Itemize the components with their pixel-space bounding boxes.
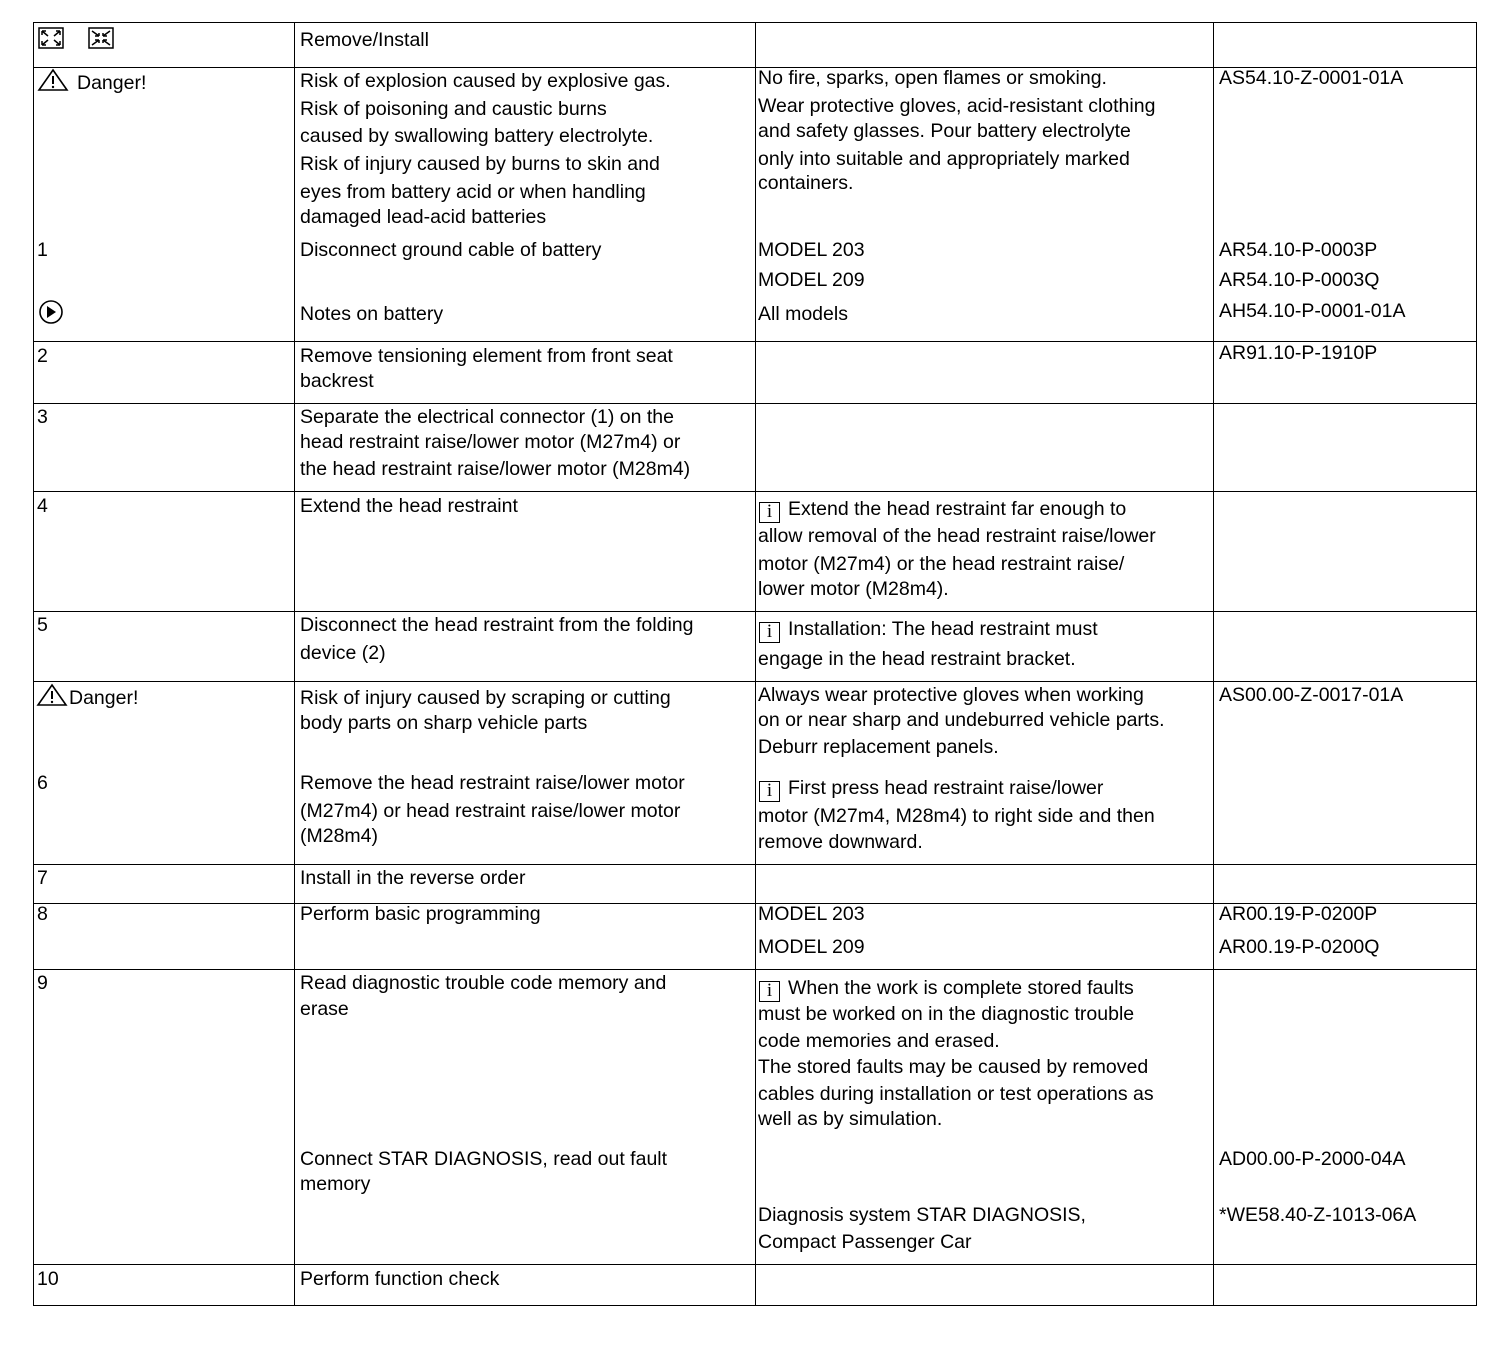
column-divider <box>1213 23 1214 1305</box>
diagnosis-line: Diagnosis system STAR DIAGNOSIS, <box>758 1204 1086 1226</box>
step-text: Perform basic programming <box>300 903 541 925</box>
reference-link[interactable]: AR00.19-P-0200P <box>1219 903 1378 925</box>
danger-risk-line: Risk of explosion caused by explosive gas. <box>300 70 671 92</box>
diagnosis-line: Compact Passenger Car <box>758 1231 972 1253</box>
info-note-line: motor (M27m4, M28m4) to right side and then <box>758 805 1155 827</box>
info-note-line: i First press head restraint raise/lower <box>759 775 1103 802</box>
info-icon: i <box>759 622 780 643</box>
reference-link[interactable]: *WE58.40-Z-1013-06A <box>1219 1204 1417 1226</box>
step-text: Remove the head restraint raise/lower motor <box>300 772 685 794</box>
step-text: Remove tensioning element from front seat <box>300 345 673 367</box>
danger-risk-line: Risk of poisoning and caustic burns <box>300 98 607 120</box>
step-number: 10 <box>37 1268 59 1290</box>
reference-link[interactable]: AR00.19-P-0200Q <box>1219 936 1380 958</box>
step-text: Disconnect ground cable of battery <box>300 239 602 261</box>
danger-risk-line: caused by swallowing battery electrolyte. <box>300 125 654 147</box>
step-number: 2 <box>37 345 48 367</box>
reference-link[interactable]: AH54.10-P-0001-01A <box>1219 300 1406 322</box>
step-text: Disconnect the head restraint from the folding <box>300 614 694 636</box>
step-text: the head restraint raise/lower motor (M28m4) <box>300 458 691 480</box>
warning-triangle-icon <box>37 68 69 92</box>
danger-measure-line: No fire, sparks, open flames or smoking. <box>758 67 1107 89</box>
reference-link[interactable]: AR91.10-P-1910P <box>1219 342 1378 364</box>
info-note-line: cables during installation or test operations as <box>758 1083 1154 1105</box>
step-text: Separate the electrical connector (1) on the <box>300 406 674 428</box>
reference-link[interactable]: AS00.00-Z-0017-01A <box>1219 684 1404 706</box>
danger-measure-line: and safety glasses. Pour battery electrolyte <box>758 120 1131 142</box>
danger-label: Danger! <box>69 687 139 709</box>
step-text: device (2) <box>300 642 386 664</box>
info-note-line: i When the work is complete stored faults <box>759 975 1134 1002</box>
reference-link[interactable]: AS54.10-Z-0001-01A <box>1219 67 1404 89</box>
step-number: 5 <box>37 614 48 636</box>
step-text: Read diagnostic trouble code memory and <box>300 972 667 994</box>
step-text: head restraint raise/lower motor (M27m4) or <box>300 431 681 453</box>
note-text: Notes on battery <box>300 303 444 325</box>
step-text: erase <box>300 998 349 1020</box>
danger-risk-line: Risk of injury caused by burns to skin and <box>300 153 660 175</box>
info-note-line: motor (M27m4) or the head restraint raise/ <box>758 553 1125 575</box>
danger-measure-line: on or near sharp and undeburred vehicle parts. <box>758 709 1165 731</box>
step-text: memory <box>300 1173 371 1195</box>
danger-label: Danger! <box>77 72 147 94</box>
info-icon: i <box>759 502 780 523</box>
info-icon: i <box>759 781 780 802</box>
step-text: Connect STAR DIAGNOSIS, read out fault <box>300 1148 668 1170</box>
info-note-line: code memories and erased. <box>758 1030 1000 1052</box>
page-title: Remove/Install <box>300 29 429 51</box>
danger-measure-line: only into suitable and appropriately marked <box>758 148 1130 170</box>
warning-triangle-icon <box>36 683 68 707</box>
danger-risk-line: body parts on sharp vehicle parts <box>300 712 588 734</box>
model-label: MODEL 209 <box>758 936 865 958</box>
reference-link[interactable]: AR54.10-P-0003P <box>1219 239 1378 261</box>
model-label: MODEL 203 <box>758 239 865 261</box>
step-number: 1 <box>37 239 48 261</box>
reference-link[interactable]: AR54.10-P-0003Q <box>1219 269 1380 291</box>
danger-measure-line: Deburr replacement panels. <box>758 736 999 758</box>
step-number: 8 <box>37 903 48 925</box>
step-text: backrest <box>300 370 374 392</box>
danger-measure-line: Wear protective gloves, acid-resistant clothing <box>758 95 1156 117</box>
step-number: 7 <box>37 867 48 889</box>
info-note-line: remove downward. <box>758 831 923 853</box>
model-label: MODEL 209 <box>758 269 865 291</box>
model-label: MODEL 203 <box>758 903 865 925</box>
procedure-table <box>33 22 1477 1306</box>
expand-icon[interactable] <box>38 27 64 49</box>
step-number: 4 <box>37 495 48 517</box>
danger-risk-line: eyes from battery acid or when handling <box>300 181 646 203</box>
info-note-line: engage in the head restraint bracket. <box>758 648 1076 670</box>
info-note-line: must be worked on in the diagnostic trouble <box>758 1003 1135 1025</box>
info-note-line: well as by simulation. <box>758 1108 943 1130</box>
info-note-line: i Extend the head restraint far enough to <box>759 496 1126 523</box>
step-number: 9 <box>37 972 48 994</box>
model-label: All models <box>758 303 848 325</box>
info-icon: i <box>759 981 780 1002</box>
step-text: Extend the head restraint <box>300 495 518 517</box>
info-note-line: allow removal of the head restraint raise/lower <box>758 525 1156 547</box>
danger-risk-line: Risk of injury caused by scraping or cutting <box>300 687 671 709</box>
step-text: Perform function check <box>300 1268 500 1290</box>
column-divider <box>755 23 756 1305</box>
reference-link[interactable]: AD00.00-P-2000-04A <box>1219 1148 1406 1170</box>
notes-arrow-icon <box>38 299 64 325</box>
danger-measure-line: Always wear protective gloves when working <box>758 684 1144 706</box>
step-number: 3 <box>37 406 48 428</box>
info-note-line: lower motor (M28m4). <box>758 578 949 600</box>
danger-measure-line: containers. <box>758 172 854 194</box>
step-text: (M28m4) <box>300 825 379 847</box>
step-number: 6 <box>37 772 48 794</box>
column-divider <box>294 23 295 1305</box>
step-text: Install in the reverse order <box>300 867 526 889</box>
collapse-icon[interactable] <box>88 27 114 49</box>
info-note-line: The stored faults may be caused by removed <box>758 1056 1149 1078</box>
step-text: (M27m4) or head restraint raise/lower motor <box>300 800 681 822</box>
danger-risk-line: damaged lead-acid batteries <box>300 206 547 228</box>
info-note-line: i Installation: The head restraint must <box>759 616 1098 643</box>
